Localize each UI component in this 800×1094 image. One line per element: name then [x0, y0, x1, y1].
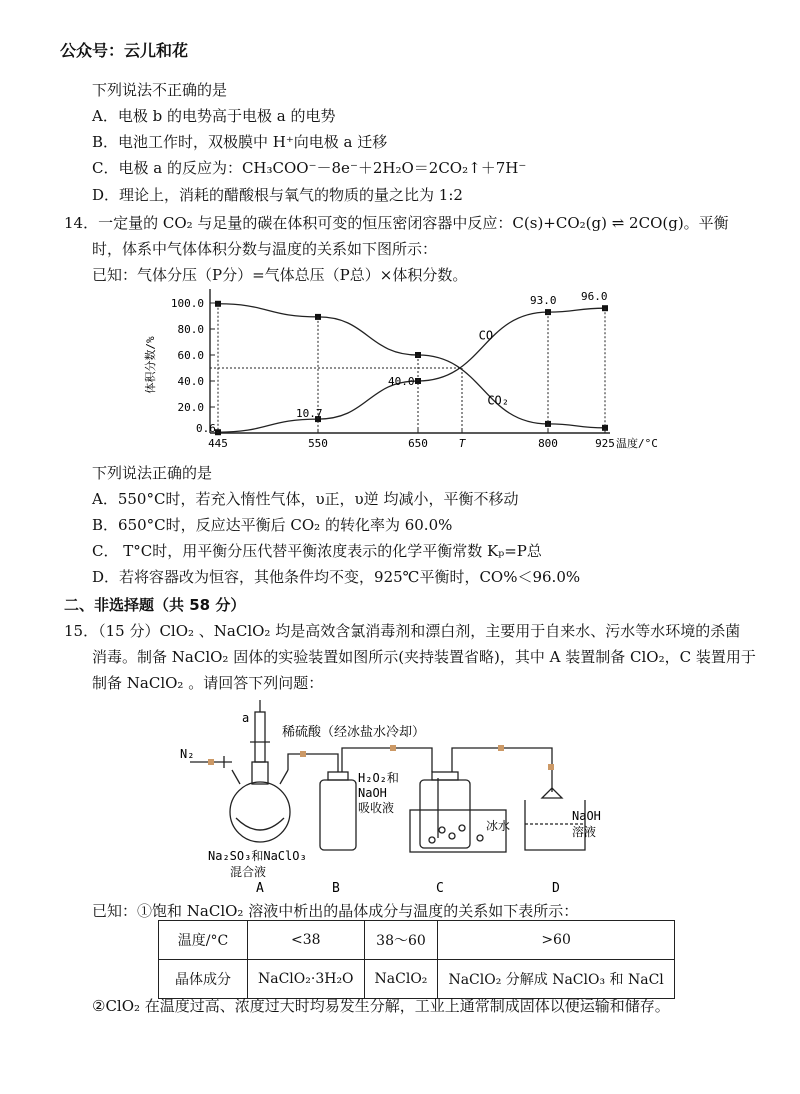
data-label: 40.0: [388, 375, 415, 388]
q15-known2: ②ClO₂ 在温度过高、浓度过大时均易发生分解，工业上通常制成固体以便运输和储存。: [92, 997, 670, 1015]
q13-option-d: D．理论上，消耗的醋酸根与氧气的物质的量之比为 1:2: [92, 186, 463, 204]
data-label: 96.0: [581, 290, 608, 304]
table-cell: 晶体成分: [159, 960, 248, 999]
label-n2: N₂: [180, 747, 195, 761]
q15-line1: 15．（15 分）ClO₂ 、NaClO₂ 均是高效含氯消毒剂和漂白剂，主要用于自来水、污水等水环境的杀菌: [64, 622, 741, 640]
table-cell: 38～60: [364, 921, 438, 960]
x-tick-label: 800: [538, 437, 558, 450]
y-tick-label: 80.0: [177, 323, 204, 336]
x-tick-label: T: [458, 437, 466, 450]
x-tick-label: 445: [208, 437, 228, 450]
data-label: 10.7: [296, 407, 323, 421]
table-cell: NaClO₂: [364, 960, 438, 999]
round-bottom-flask: [230, 782, 290, 842]
q14-line1: 14．一定量的 CO₂ 与足量的碳在体积可变的恒压密闭容器中反应：C(s)+CO₂(g) ⇌ 2CO(g)。平衡: [64, 214, 729, 232]
q14-option-d: D．若将容器改为恒容，其他条件均不变，925℃平衡时，CO%＜96.0%: [92, 568, 581, 586]
letter-d: D: [552, 881, 560, 896]
series-label: CO: [478, 328, 494, 343]
y-tick-label: 60.0: [177, 349, 204, 362]
bottle-b: [320, 780, 356, 850]
x-tick-label: 650: [408, 437, 428, 450]
letter-c: C: [436, 881, 444, 896]
bottle-c: [420, 780, 470, 848]
section-title: 二、非选择题（共 58 分）: [64, 596, 246, 614]
q14-option-b: B．650°C时，反应达平衡后 CO₂ 的转化率为 60.0%: [92, 516, 453, 534]
table-cell: NaClO₂·3H₂O: [248, 960, 365, 999]
q14-stem: 下列说法正确的是: [92, 464, 213, 482]
table-row: [159, 960, 675, 999]
label-naoh-2: 溶液: [572, 825, 597, 839]
series-line-co: [218, 308, 605, 432]
y-tick-label: 100.0: [170, 297, 204, 310]
crystal-table: [158, 920, 675, 999]
q13-option-c: C．电极 a 的反应为：CH₃COO⁻－8e⁻＋2H₂O＝2CO₂↑＋7H⁻: [92, 159, 527, 177]
q15-line3: 制备 NaClO₂ 。请回答下列问题：: [92, 674, 324, 692]
label-h2o2-1: H₂O₂和: [358, 771, 399, 785]
label-mix-1: Na₂SO₃和NaClO₃: [208, 849, 307, 863]
y-tick-label: 20.0: [177, 401, 204, 414]
apparatus-diagram: [180, 700, 620, 900]
label-naoh-1: NaOH: [572, 809, 601, 823]
table-cell: 温度/°C: [159, 921, 248, 960]
label-h2o2-2: NaOH: [358, 786, 387, 800]
q15-line2: 消毒。制备 NaClO₂ 固体的实验装置如图所示(夹持装置省略)，其中 A 装置制备 ClO₂，C 装置用于: [92, 648, 756, 666]
letter-a: A: [256, 881, 264, 896]
header-watermark: 公众号：云儿和花: [60, 41, 189, 60]
label-acid: 稀硫酸（经冰盐水冷却）: [282, 725, 426, 740]
table-cell: NaClO₂ 分解成 NaClO₃ 和 NaCl: [438, 960, 674, 999]
label-a: a: [242, 711, 250, 725]
dropping-funnel: [255, 712, 265, 762]
series-label: CO₂: [487, 393, 510, 408]
series-line-co2: [218, 304, 605, 428]
x-tick-label: 550: [308, 437, 328, 450]
q14-known: 已知：气体分压（P分）=气体总压（P总）×体积分数。: [92, 266, 468, 284]
y-tick-label: 40.0: [177, 375, 204, 388]
data-label: 93.0: [530, 294, 557, 308]
q13-stem: 下列说法不正确的是: [92, 81, 228, 99]
letter-b: B: [332, 881, 340, 896]
volume-fraction-chart: [140, 285, 660, 455]
q14-option-c: C． T°C时，用平衡分压代替平衡浓度表示的化学平衡常数 Kₚ=P总: [92, 542, 542, 560]
label-mix-2: 混合液: [230, 865, 267, 879]
q14-option-a: A．550°C时，若充入惰性气体，υ正，υ逆 均减小，平衡不移动: [92, 490, 519, 508]
y-axis-label: 体积分数/%: [144, 336, 157, 394]
x-tick-label: 925: [595, 437, 615, 450]
data-point: [215, 301, 221, 307]
q13-option-a: A．电极 b 的电势高于电极 a 的电势: [92, 107, 336, 125]
q14-line2: 时，体系中气体体积分数与温度的关系如下图所示：: [92, 240, 438, 258]
data-label: 0.6: [196, 422, 216, 436]
table-cell: <38: [248, 921, 365, 960]
label-h2o2-3: 吸收液: [358, 801, 395, 815]
x-axis-label: 温度/°C: [616, 437, 658, 450]
q15-known1: 已知：①饱和 NaClO₂ 溶液中析出的晶体成分与温度的关系如下表所示：: [92, 902, 579, 920]
table-cell: >60: [438, 921, 674, 960]
q13-option-b: B．电池工作时，双极膜中 H⁺向电极 a 迁移: [92, 133, 388, 151]
label-ice: 冰水: [486, 819, 511, 833]
table-row: [159, 921, 675, 960]
